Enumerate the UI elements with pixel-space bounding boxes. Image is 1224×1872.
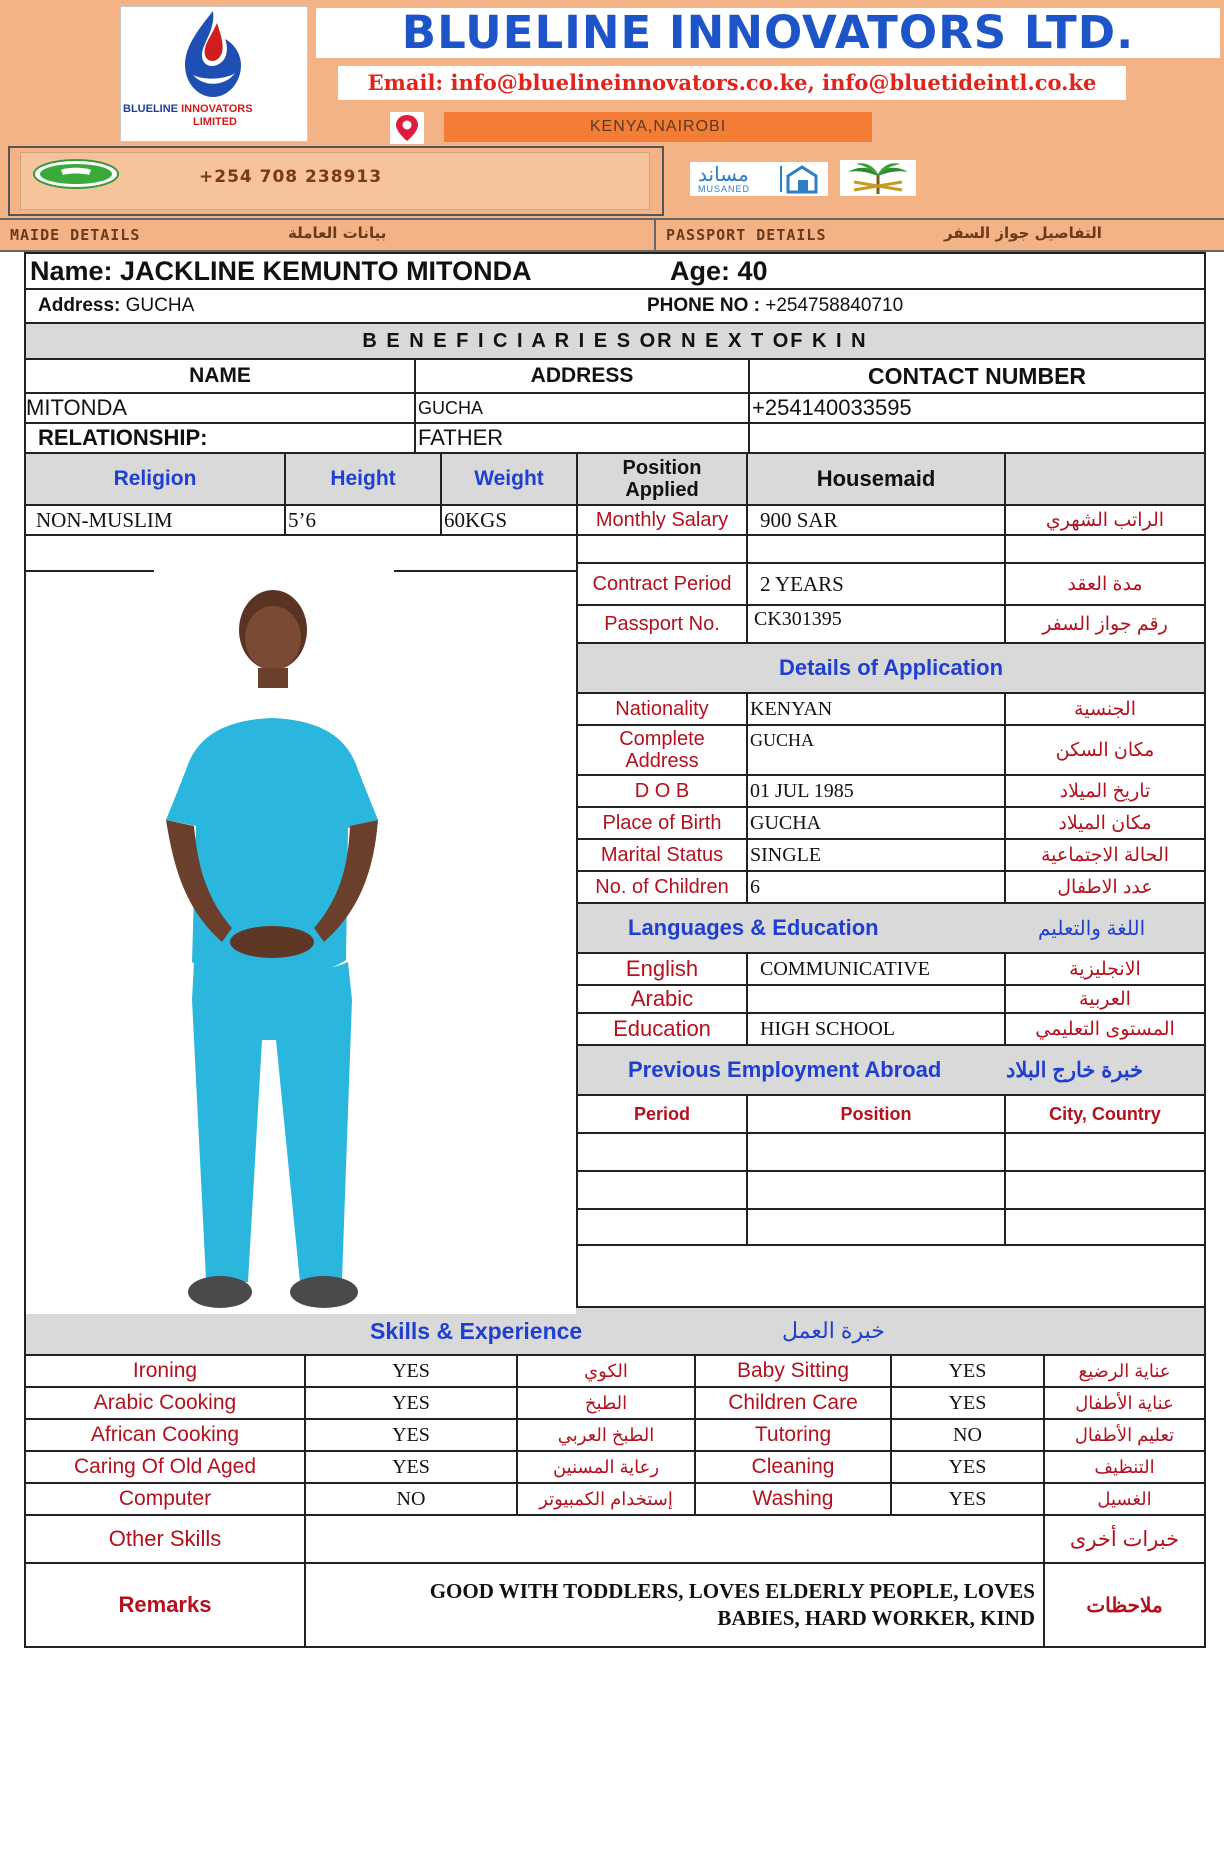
skill-value: NO: [892, 1420, 1045, 1450]
skill-label: Washing: [696, 1484, 892, 1514]
company-phone: +254 708 238913: [199, 167, 383, 187]
skill-value: YES: [306, 1356, 518, 1386]
application-label-ar: مكان الميلاد: [1058, 812, 1152, 834]
skill-value: YES: [306, 1388, 518, 1418]
application-row: [578, 726, 1204, 776]
kin-col-address: ADDRESS: [416, 360, 750, 392]
passport-row: [578, 606, 1204, 644]
application-value: GUCHA: [748, 726, 1006, 774]
maide-details-label-ar: بيانات العاملة: [288, 224, 387, 242]
skill-label-ar: إستخدام الكمبيوتر: [518, 1484, 696, 1514]
contract-label-ar: مدة العقد: [1067, 573, 1143, 595]
name-row: [26, 252, 1204, 290]
skill-label-ar: عناية الرضيع: [1078, 1360, 1171, 1381]
application-row: [578, 872, 1204, 904]
logo-text-blueline: BLUELINE: [123, 103, 178, 115]
location-pin-icon: [390, 112, 424, 144]
employment-header-row: [578, 1096, 1204, 1134]
contract-row: [578, 564, 1204, 606]
language-label-ar: العربية: [1079, 988, 1131, 1010]
skill-label-ar: الطبخ العربي: [518, 1420, 696, 1450]
phone-frame: [8, 146, 664, 216]
language-label: Education: [578, 1014, 748, 1044]
employment-row: [578, 1210, 1204, 1246]
skill-value: YES: [892, 1484, 1045, 1514]
passport-label: Passport No.: [578, 606, 748, 642]
height-value: 5’6: [286, 506, 442, 534]
employment-col-period: Period: [578, 1096, 748, 1132]
language-value: [748, 986, 1006, 1012]
other-skills-row: [26, 1516, 1204, 1564]
employment-title-ar: خبرة خارج البلاد: [1006, 1058, 1144, 1082]
kin-col-contact: CONTACT NUMBER: [867, 362, 1087, 389]
application-row: [578, 694, 1204, 726]
skill-label: Arabic Cooking: [26, 1388, 306, 1418]
relationship-label: RELATIONSHIP:: [26, 424, 416, 452]
company-email: Email: info@bluelineinnovators.co.ke, info@bluetideintl.co.ke: [338, 66, 1126, 100]
maid-photo: [26, 570, 576, 1314]
company-logo: [120, 6, 308, 142]
skill-value: YES: [892, 1356, 1045, 1386]
maid-figure-icon: [26, 570, 576, 1314]
passport-details-label: PASSPORT DETAILS: [666, 226, 827, 244]
language-rows: [578, 954, 1204, 1046]
employment-title-row: [578, 1046, 1204, 1096]
physical-value-row: [26, 506, 1204, 536]
languages-title: Languages & Education: [628, 915, 879, 940]
passport-details-label-ar: التفاصيل جواز السفر: [944, 224, 1102, 242]
maide-details-label: MAIDE DETAILS: [10, 226, 141, 244]
employment-col-position: Position: [748, 1096, 1006, 1132]
application-label: Nationality: [578, 694, 748, 724]
salary-label: Monthly Salary: [578, 506, 748, 534]
application-value: KENYAN: [748, 694, 1006, 724]
skill-label-ar: رعاية المسنين: [518, 1452, 696, 1482]
passport-value: CK301395: [748, 606, 1006, 642]
musaned-text-ar: مساند: [698, 164, 749, 186]
application-label-ar: الجنسية: [1074, 698, 1136, 720]
contract-label: Contract Period: [578, 564, 748, 604]
contract-value: 2 YEARS: [748, 564, 1006, 604]
skill-row: [26, 1484, 1204, 1516]
language-value: HIGH SCHOOL: [748, 1014, 1006, 1044]
application-title: Details of Application: [778, 655, 1004, 680]
skill-label: Baby Sitting: [696, 1356, 892, 1386]
skill-value: YES: [892, 1388, 1045, 1418]
skill-label-ar: تعليم الأطفال: [1074, 1424, 1175, 1445]
religion-value: NON-MUSLIM: [26, 506, 286, 534]
language-row: [578, 1014, 1204, 1046]
age-label: Age:: [670, 255, 730, 286]
kin-header-row: [26, 360, 1204, 394]
phone-label: PHONE NO :: [647, 295, 760, 316]
languages-title-row: [578, 904, 1204, 954]
palm-tree-icon: [840, 160, 916, 196]
application-label-ar: الحالة الاجتماعية: [1041, 844, 1169, 866]
application-row: [578, 840, 1204, 872]
musaned-logo: [690, 162, 828, 196]
passport-label-ar: رقم جواز السفر: [1042, 613, 1168, 635]
section-labels-bar: [0, 218, 1224, 252]
weight-label: Weight: [442, 454, 578, 504]
religion-label: Religion: [26, 454, 286, 504]
salary-label-ar: الراتب الشهري: [1045, 509, 1165, 531]
position-applied-value: Housemaid: [748, 454, 1006, 504]
skills-title: Skills & Experience: [370, 1317, 583, 1344]
kin-title: B E N E F I C I A R I E S OR N E X T OF K I N: [362, 329, 868, 352]
company-name: BLUELINE INNOVATORS LTD.: [316, 8, 1220, 58]
saudi-emblem: [840, 160, 916, 196]
letterhead: [0, 0, 1224, 252]
employment-col-city: City, Country: [1049, 1103, 1161, 1124]
skill-row: [26, 1452, 1204, 1484]
application-label: Marital Status: [578, 840, 748, 870]
application-label: No. of Children: [578, 872, 748, 902]
skill-row: [26, 1356, 1204, 1388]
logo-text-limited: LIMITED: [193, 116, 237, 128]
other-skills-label: Other Skills: [26, 1516, 306, 1562]
kin-address: GUCHA: [416, 394, 750, 422]
maid-name: JACKLINE KEMUNTO MITONDA: [120, 255, 532, 286]
skill-label: Computer: [26, 1484, 306, 1514]
skill-label-ar: الطبخ: [518, 1388, 696, 1418]
position-applied-label: Position Applied: [578, 454, 748, 504]
language-label-ar: المستوى التعليمي: [1035, 1018, 1175, 1040]
application-label: Complete Address: [578, 726, 748, 774]
salary-value: 900 SAR: [748, 506, 1006, 534]
skill-label-ar: الغسيل: [1097, 1488, 1152, 1509]
physical-header-row: [26, 454, 1204, 506]
language-value: COMMUNICATIVE: [748, 954, 1006, 984]
skill-value: YES: [306, 1420, 518, 1450]
kin-value-row: [26, 394, 1204, 424]
details-column: [578, 564, 1204, 1306]
application-value: 6: [748, 872, 1006, 902]
logo-text-innovators: INNOVATORS: [181, 103, 253, 115]
remarks-line-2: BABIES, HARD WORKER, KIND: [717, 1606, 1035, 1630]
language-label-ar: الانجليزية: [1069, 958, 1141, 980]
application-label-ar: مكان السكن: [1055, 739, 1155, 761]
skill-row: [26, 1420, 1204, 1452]
application-value: SINGLE: [748, 840, 1006, 870]
logo-emblem-icon: [167, 9, 259, 101]
skill-label: Caring Of Old Aged: [26, 1452, 306, 1482]
skill-value: YES: [306, 1452, 518, 1482]
skill-row: [26, 1388, 1204, 1420]
employment-row: [578, 1172, 1204, 1210]
kin-title-row: [26, 324, 1204, 360]
employment-title: Previous Employment Abroad: [628, 1057, 942, 1082]
skill-value: NO: [306, 1484, 518, 1514]
language-label: Arabic: [578, 986, 748, 1012]
remarks-label-ar: ملاحظات: [1086, 1594, 1163, 1617]
skill-value: YES: [892, 1452, 1045, 1482]
maid-address: GUCHA: [125, 295, 195, 316]
skill-label-ar: التنظيف: [1094, 1456, 1155, 1477]
skill-label: Ironing: [26, 1356, 306, 1386]
kin-col-name: NAME: [26, 360, 416, 392]
height-label: Height: [286, 454, 442, 504]
application-label-ar: تاريخ الميلاد: [1059, 780, 1151, 802]
skill-rows: [26, 1356, 1204, 1516]
application-value: 01 JUL 1985: [748, 776, 1006, 806]
languages-title-ar: اللغة والتعليم: [1038, 917, 1146, 940]
skill-label: Cleaning: [696, 1452, 892, 1482]
skills-title-ar: خبرة العمل: [782, 1318, 885, 1343]
other-skills-label-ar: خبرات أخرى: [1069, 1527, 1180, 1551]
phone-icon: [33, 159, 119, 189]
application-label: D O B: [578, 776, 748, 806]
application-label-ar: عدد الاطفال: [1057, 876, 1153, 898]
relationship-row: [26, 424, 1204, 454]
application-title-row: [578, 644, 1204, 694]
language-row: [578, 986, 1204, 1014]
skill-label-ar: عناية الأطفال: [1075, 1392, 1174, 1413]
language-row: [578, 954, 1204, 986]
name-label: Name:: [30, 255, 113, 286]
other-skills-value: [306, 1516, 1045, 1562]
company-location: KENYA,NAIROBI: [444, 112, 872, 142]
remarks-row: [26, 1564, 1204, 1648]
skill-label-ar: الكوي: [518, 1356, 696, 1386]
maid-age: 40: [737, 255, 768, 286]
kin-contact: +254140033595: [752, 395, 912, 420]
remarks-line-1: GOOD WITH TODDLERS, LOVES ELDERLY PEOPLE, LOVES: [429, 1579, 1035, 1603]
employment-row: [578, 1134, 1204, 1172]
skill-label: Tutoring: [696, 1420, 892, 1450]
relationship-value: FATHER: [416, 424, 750, 452]
address-row: [26, 290, 1204, 324]
application-value: GUCHA: [748, 808, 1006, 838]
language-label: English: [578, 954, 748, 984]
musaned-text-en: MUSANED: [698, 184, 751, 194]
skill-label: African Cooking: [26, 1420, 306, 1450]
application-row: [578, 808, 1204, 840]
maid-phone: +254758840710: [765, 295, 904, 316]
musaned-house-icon: [780, 164, 820, 194]
remarks-label: Remarks: [26, 1564, 306, 1646]
address-label: Address:: [38, 295, 121, 316]
skill-label: Children Care: [696, 1388, 892, 1418]
weight-value: 60KGS: [442, 506, 578, 534]
kin-name: MITONDA: [26, 394, 416, 422]
application-rows: [578, 694, 1204, 904]
application-row: [578, 776, 1204, 808]
application-label: Place of Birth: [578, 808, 748, 838]
